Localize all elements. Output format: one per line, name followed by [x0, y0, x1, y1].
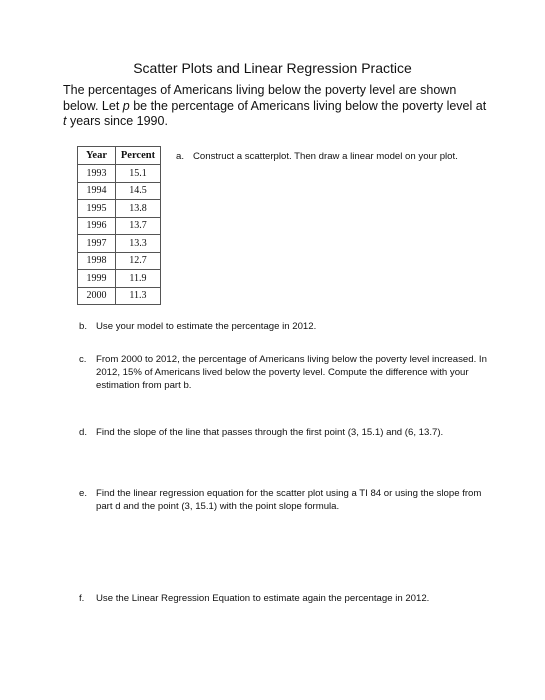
column-header-percent: Percent: [116, 147, 161, 165]
table-row: [78, 252, 161, 270]
table-row: [78, 235, 161, 253]
question-c-text: From 2000 to 2012, the percentage of Americans living below the poverty level increased. In 2012, 15% of Americans lived below the poverty level. Compute the difference with your estimation from part b.: [96, 354, 487, 391]
question-f-text: Use the Linear Regression Equation to estimate again the percentage in 2012.: [96, 593, 430, 604]
question-a-label: a.: [176, 151, 185, 162]
question-a-text: Construct a scatterplot. Then draw a linear model on your plot.: [193, 151, 458, 162]
intro-text-3: years since 1990.: [66, 114, 168, 128]
year-cell: 1999: [78, 270, 116, 288]
year-cell: 1995: [78, 200, 116, 218]
question-e-label: e.: [79, 488, 88, 499]
year-cell: 1996: [78, 217, 116, 235]
table-row: [78, 200, 161, 218]
table-row: [78, 182, 161, 200]
year-cell: 1998: [78, 252, 116, 270]
percent-cell: 14.5: [116, 182, 161, 200]
year-cell: 1994: [78, 182, 116, 200]
table-row: [78, 217, 161, 235]
question-b-label: b.: [79, 321, 88, 332]
page-title: Scatter Plots and Linear Regression Practice: [133, 60, 412, 76]
intro-variable-t: t: [63, 114, 67, 128]
intro-variable-p: p: [122, 98, 130, 113]
column-header-year: Year: [78, 147, 116, 165]
percent-cell: 13.3: [116, 235, 161, 253]
question-f-label: f.: [79, 593, 85, 604]
poverty-data-table: [77, 146, 161, 305]
question-d-text: Find the slope of the line that passes through the first point (3, 15.1) and (6, 13.7).: [96, 427, 444, 438]
question-b-text: Use your model to estimate the percentage in 2012.: [96, 321, 317, 332]
intro-text-2: be the percentage of Americans living below the poverty level at: [129, 98, 487, 113]
intro-text-1: The percentages of Americans living below the poverty level are shown below. Let: [63, 83, 457, 113]
percent-cell: 12.7: [116, 252, 161, 270]
percent-cell: 11.9: [116, 270, 161, 288]
question-d-label: d.: [79, 427, 88, 438]
table-header-row: [78, 147, 161, 165]
percent-cell: 11.3: [116, 287, 161, 305]
table-row: [78, 287, 161, 305]
year-cell: 1997: [78, 235, 116, 253]
intro-paragraph: [63, 83, 488, 130]
table-row: [78, 270, 161, 288]
table-row: [78, 165, 161, 183]
percent-cell: 13.8: [116, 200, 161, 218]
question-e-text: Find the linear regression equation for the scatter plot using a TI 84 or using the slope from part d and the point (3, 15.1) with the point slope formula.: [96, 488, 482, 512]
question-c-label: c.: [79, 354, 87, 365]
percent-cell: 15.1: [116, 165, 161, 183]
year-cell: 1993: [78, 165, 116, 183]
percent-cell: 13.7: [116, 217, 161, 235]
year-cell: 2000: [78, 287, 116, 305]
